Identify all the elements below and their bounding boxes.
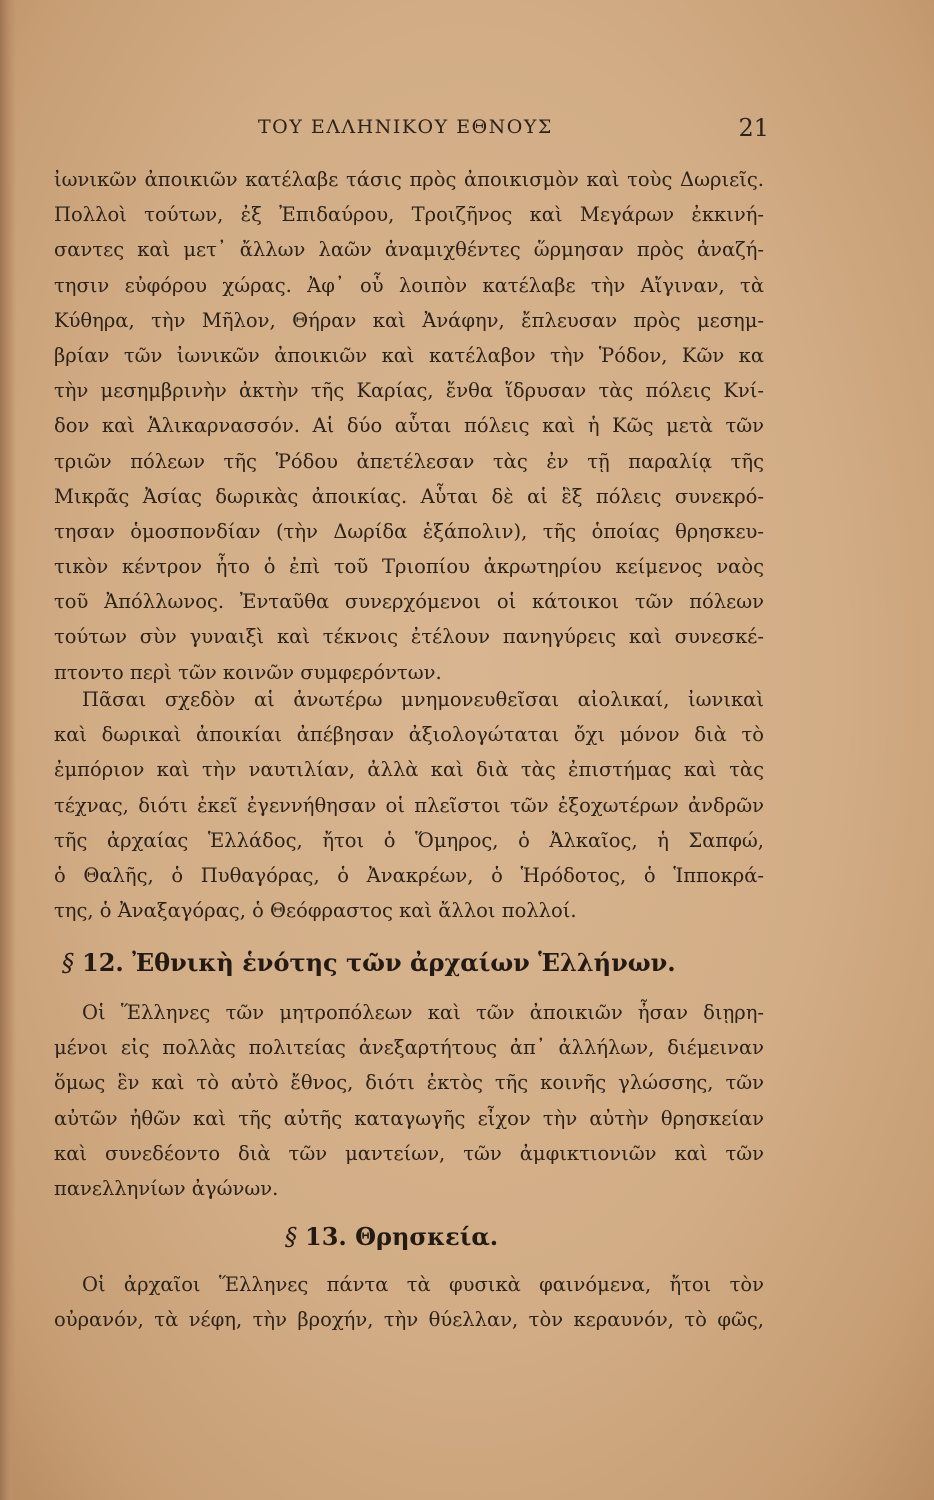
text-line: βρίαν τῶν ἰωνικῶν ἀποικιῶν καὶ κατέλαβον τὴν Ῥόδον, Κῶν κα — [54, 343, 764, 367]
text-line: τησαν ὁμοσπονδίαν (τὴν Δωρίδα ἑξάπολιν), τῆς ὁποίας θρησκευ- — [54, 519, 764, 543]
section-12-title: 12. Ἐθνικὴ ἑνότης τῶν ἀρχαίων Ἑλλήνων. — [82, 948, 676, 977]
section-13-heading — [285, 1222, 498, 1251]
running-head: ΤΟΥ ΕΛΛΗΝΙΚΟΥ ΕΘΝΟΥΣ — [258, 116, 553, 138]
text-line: δον καὶ Ἁλικαρνασσόν. Αἱ δύο αὗται πόλεις καὶ ἡ Κῶς μετὰ τῶν — [54, 414, 764, 438]
text-line: οὐρανόν, τὰ νέφη, τὴν βροχήν, τὴν θύελλαν, τὸν κεραυνόν, τὸ φῶς, — [54, 1308, 764, 1332]
section-sign: § — [285, 1223, 297, 1251]
text-line: ἰωνικῶν ἀποικιῶν κατέλαβε τάσις πρὸς ἀποικισμὸν καὶ τοὺς Δωριεῖς. — [54, 168, 764, 191]
section-13-title: 13. Θρησκεία. — [305, 1222, 499, 1251]
section-12-body — [54, 995, 764, 1206]
text-line: ὅμως ἓν καὶ τὸ αὐτὸ ἔθνος, διότι ἐκτὸς τῆς κοινῆς γλώσσης, τῶν — [54, 1071, 764, 1095]
text-line: ὁ Θαλῆς, ὁ Πυθαγόρας, ὁ Ἀνακρέων, ὁ Ἡρόδοτος, ὁ Ἱπποκρά- — [54, 863, 764, 887]
text-line: Κύθηρα, τὴν Μῆλον, Θήραν καὶ Ἀνάφην, ἔπλευσαν πρὸς μεσημ- — [54, 308, 764, 332]
text-line: Πᾶσαι σχεδὸν αἱ ἀνωτέρω μνημονευθεῖσαι αἰολικαί, ἰωνικαὶ — [82, 688, 764, 711]
text-line: Οἱ Ἕλληνες τῶν μητροπόλεων καὶ τῶν ἀποικιῶν ἦσαν διῃρη- — [82, 1001, 764, 1024]
text-line: τὴν μεσημβρινὴν ἀκτὴν τῆς Καρίας, ἔνθα ἵδρυσαν τὰς πόλεις Κνί- — [54, 379, 764, 403]
text-line: τοῦ Ἀπόλλωνος. Ἐνταῦθα συνερχόμενοι οἱ κάτοικοι τῶν πόλεων — [54, 590, 764, 614]
paragraph-2 — [54, 682, 764, 928]
section-12-heading — [62, 948, 676, 977]
page-binding-edge — [0, 0, 16, 1500]
text-line: ἐμπόριον καὶ τὴν ναυτιλίαν, ἀλλὰ καὶ διὰ τὰς ἐπιστήμας καὶ τὰς — [54, 758, 764, 782]
text-line: τέχνας, διότι ἐκεῖ ἐγεννήθησαν οἱ πλεῖστοι τῶν ἐξοχωτέρων ἀνδρῶν — [54, 793, 764, 817]
text-line: τῆς ἀρχαίας Ἑλλάδος, ἤτοι ὁ Ὅμηρος, ὁ Ἀλκαῖος, ἡ Σαπφώ, — [54, 828, 764, 852]
text-line: Πολλοὶ τούτων, ἐξ Ἐπιδαύρου, Τροιζῆνος καὶ Μεγάρων ἐκκινή- — [54, 203, 764, 227]
text-line: πανελληνίων ἀγώνων. — [54, 1176, 279, 1200]
text-line: τησιν εὐφόρου χώρας. Ἀφ᾽ οὗ λοιπὸν κατέλαβε τὴν Αἴγιναν, τὰ — [54, 273, 764, 297]
text-line: Μικρᾶς Ἀσίας δωρικὰς ἀποικίας. Αὗται δὲ αἱ ἓξ πόλεις συνεκρό- — [54, 484, 764, 508]
page-number: 21 — [738, 114, 769, 142]
paragraph-1 — [54, 162, 764, 690]
text-line: σαντες καὶ μετ᾽ ἄλλων λαῶν ἀναμιχθέντες ὥρμησαν πρὸς ἀναζή- — [54, 238, 764, 262]
text-line: μένοι εἰς πολλὰς πολιτείας ἀνεξαρτήτους ἀπ᾽ ἀλλήλων, διέμειναν — [54, 1036, 764, 1060]
text-line: καὶ συνεδέοντο διὰ τῶν μαντείων, τῶν ἀμφικτιονιῶν καὶ τῶν — [54, 1141, 764, 1165]
text-line: τικὸν κέντρον ἦτο ὁ ἐπὶ τοῦ Τριοπίου ἀκρωτηρίου κείμενος ναὸς — [54, 555, 764, 579]
text-line: τριῶν πόλεων τῆς Ῥόδου ἀπετέλεσαν τὰς ἐν τῇ παραλίᾳ τῆς — [54, 449, 764, 473]
text-line: τούτων σὺν γυναιξὶ καὶ τέκνοις ἐτέλουν πανηγύρεις καὶ συνεσκέ- — [54, 625, 764, 649]
section-sign: § — [62, 949, 74, 977]
text-line: καὶ δωρικαὶ ἀποικίαι ἀπέβησαν ἀξιολογώταται ὄχι μόνον διὰ τὸ — [54, 723, 764, 747]
text-line: αὐτῶν ἠθῶν καὶ τῆς αὐτῆς καταγωγῆς εἶχον τὴν αὐτὴν θρησκείαν — [54, 1106, 764, 1130]
text-line: πτοντο περὶ τῶν κοινῶν συμφερόντων. — [54, 660, 442, 684]
text-line: της, ὁ Ἀναξαγόρας, ὁ Θεόφραστος καὶ ἄλλοι πολλοί. — [54, 899, 577, 923]
section-13-body — [54, 1267, 764, 1337]
text-line: Οἱ ἀρχαῖοι Ἕλληνες πάντα τὰ φυσικὰ φαινόμενα, ἤτοι τὸν — [82, 1273, 764, 1296]
